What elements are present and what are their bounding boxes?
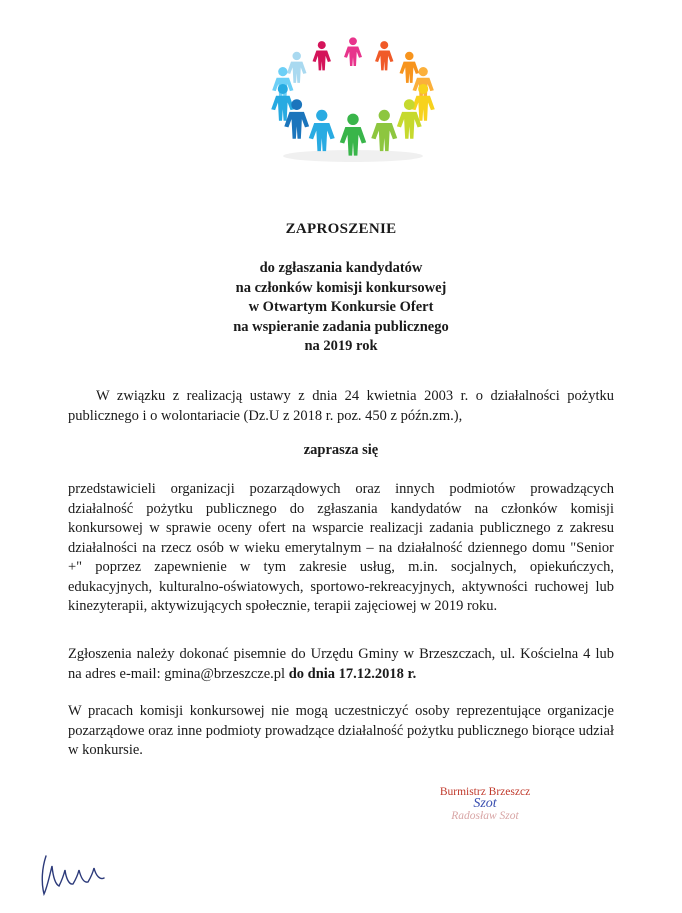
mayor-stamp	[420, 786, 550, 822]
deadline-text: do dnia 17.12.2018 r.	[288, 665, 417, 682]
person-figure-icon	[375, 41, 393, 70]
person-figure-icon	[287, 52, 307, 83]
document-subtitle	[0, 259, 682, 357]
subtitle-line: na 2019 rok	[304, 338, 378, 354]
people-circle-logo	[258, 28, 448, 168]
subtitle-line: na wspieranie zadania publicznego	[233, 318, 449, 335]
person-figure-icon	[371, 110, 397, 151]
person-figure-icon	[397, 99, 422, 139]
person-figure-icon	[309, 110, 335, 151]
person-figure-icon	[340, 114, 366, 156]
subtitle-line: do zgłaszania kandydatów	[259, 260, 423, 276]
stamp-signature: Szot	[473, 796, 497, 811]
person-figure-icon	[284, 99, 309, 139]
subtitle-line: w Otwartym Konkursie Ofert	[248, 299, 434, 315]
person-figure-icon	[313, 41, 331, 70]
document-title: ZAPROSZENIE	[285, 221, 397, 237]
stamp-name: Radosław Szot	[451, 810, 519, 822]
subtitle-line: na członków komisji konkursowej	[235, 279, 447, 296]
submission-paragraph	[68, 645, 614, 684]
intro-paragraph: W związku z realizacją ustawy z dnia 24 kwietnia 2003 r. o działalności pożytku publicznego i o wolontariacie (Dz.U z 2018 r. poz. 450 z późn.zm.),	[68, 388, 614, 424]
person-figure-icon	[400, 52, 420, 83]
invite-phrase: zaprasza się	[303, 442, 379, 458]
exclusion-paragraph: W pracach komisji konkursowej nie mogą uczestniczyć osoby reprezentujące organizacje pozarządowe oraz inne podmioty prowadzące działalność pożytku publicznego biorące udział w konkursie.	[68, 703, 614, 758]
submission-text: Zgłoszenia należy dokonać pisemnie do Urzędu Gminy w Brzeszczach, ul. Kościelna 4 lub na adres e-mail: gmina@brzeszcze.pl	[68, 646, 614, 682]
logo-shadow	[283, 150, 423, 162]
person-figure-icon	[344, 37, 362, 66]
main-paragraph: przedstawicieli organizacji pozarządowych oraz innych podmiotów prowadzących działalność pożytku publicznego do zgłaszania kandydatów na członków komisji konkursowej w sprawie oceny ofert na wsparcie realizacji zadania publicznego z zakresu działalności na rzecz osób w wieku emerytalnym – na działalność dziennego domu "Senior +" poprzez zapewnienie w tym zakresie usług, m.in. socjalnych, opiekuńczych, edukacyjnych, kulturalno-oświatowych, sportowo-rekreacyjnych, aktywności ruchowej lub kinezyterapii, aktywizujących społecznie, terapii zajęciowej w 2019 roku.	[68, 481, 614, 614]
handwritten-signature-icon	[38, 852, 108, 898]
stamp-title: Burmistrz Brzeszcz	[439, 786, 531, 798]
